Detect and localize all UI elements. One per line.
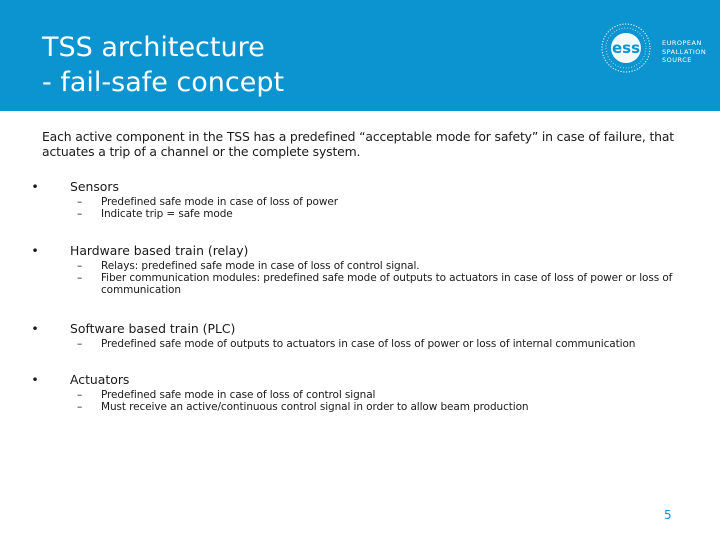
sub-bullet (42, 208, 682, 220)
sub-bullet-text: Must receive an active/continuous control signal in order to allow beam production (101, 401, 529, 413)
logo-mark-text: ess (611, 39, 641, 57)
sub-bullet (42, 272, 682, 296)
page-number: 5 (664, 508, 672, 522)
sub-bullet (42, 338, 682, 350)
logo-org-line-1: EUROPEAN (662, 39, 702, 47)
ess-logo (596, 22, 711, 74)
bullet-label: Sensors (70, 179, 119, 194)
bullet-label: Actuators (70, 372, 130, 387)
bullet-item (42, 320, 682, 371)
sub-bullet (42, 389, 682, 401)
sub-bullet-text: Predefined safe mode in case of loss of control signal (101, 389, 376, 401)
logo-org-name (662, 39, 706, 65)
dash-icon (77, 272, 82, 284)
sub-bullet (42, 196, 682, 208)
dash-icon (77, 338, 82, 350)
slide-title (42, 30, 284, 100)
logo-org-line-2: SPALLATION (662, 47, 707, 56)
bullet-label: Hardware based train (relay) (70, 243, 249, 258)
sub-bullet (42, 401, 682, 413)
bullet-list (42, 178, 682, 419)
logo-org-line-3: SOURCE (662, 56, 692, 64)
bullet-dot-icon (30, 178, 40, 196)
bullet-label: Software based train (PLC) (70, 321, 236, 336)
title-banner (0, 0, 720, 111)
ess-logo-mark-icon (596, 22, 656, 74)
bullet-dot-icon (30, 242, 40, 260)
bullet-item (42, 371, 682, 419)
sub-bullet-text: Predefined safe mode of outputs to actuators in case of loss of power or loss of internal communication (101, 338, 636, 350)
title-line-2: - fail-safe concept (42, 67, 285, 98)
bullet-dot-icon (30, 371, 40, 389)
sub-bullet-text: Predefined safe mode in case of loss of power (101, 196, 338, 208)
sub-bullet (42, 260, 682, 272)
intro-paragraph: Each active component in the TSS has a predefined “acceptable mode for safety” in case of failure, that actuates a trip of a channel or the complete system. (42, 129, 675, 159)
dash-icon (77, 196, 82, 208)
dash-icon (77, 389, 82, 401)
sub-bullet-text: Relays: predefined safe mode in case of loss of control signal. (101, 260, 420, 272)
sub-bullet-text: Fiber communication modules: predefined safe mode of outputs to actuators in case of loss of power or loss of communication (101, 272, 673, 296)
bullet-dot-icon (30, 320, 40, 338)
dash-icon (77, 260, 82, 272)
dash-icon (77, 208, 82, 220)
sub-bullet-text: Indicate trip = safe mode (101, 208, 233, 220)
bullet-item (42, 242, 682, 320)
dash-icon (77, 401, 82, 413)
bullet-item (42, 178, 682, 242)
title-line-1: TSS architecture (42, 32, 265, 63)
